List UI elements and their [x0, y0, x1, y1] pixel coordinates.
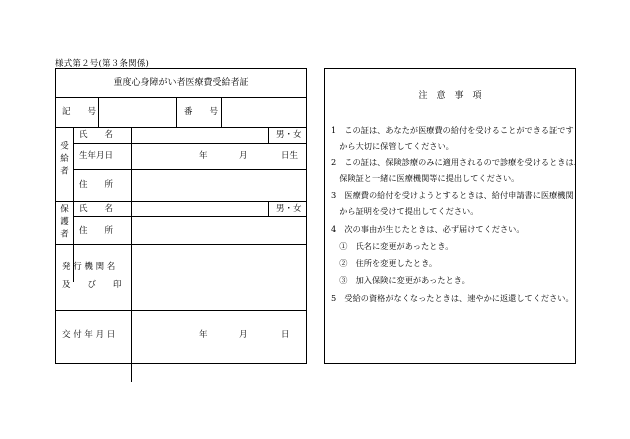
jukyusha-name-label: 氏 名: [79, 130, 114, 140]
divider: [56, 244, 306, 245]
note-line: 2 この証は、保険診療のみに適用されるので診療を受けるときは、: [331, 157, 582, 167]
note-line: 5 受給の資格がなくなったときは、速やかに返還してください。: [331, 293, 574, 303]
issuer-label-line1: 発 行 機 関 名: [62, 262, 116, 272]
note-line: ② 住所を変更したとき。: [331, 258, 438, 268]
divider: [98, 97, 99, 127]
notes-title: 注 意 事 項: [418, 91, 482, 101]
divider: [268, 201, 269, 216]
form-number-label: 様式第２号(第３条関係): [55, 59, 150, 69]
birthdate-label: 生年月日: [79, 151, 114, 161]
jukyusha-address-label: 住 所: [79, 180, 114, 190]
divider: [176, 97, 177, 127]
divider: [56, 97, 306, 98]
certificate-title: 重度心身障がい者医療費受給者証: [113, 78, 249, 88]
note-line: 3 医療費の給付を受けようとするときは、給付申請書に医療機関: [331, 190, 574, 200]
issue-year: 年: [199, 330, 208, 340]
note-line: 保険証と一緒に医療機関等に提出してください。: [331, 173, 520, 183]
birth-month: 月: [239, 151, 248, 161]
note-line: 1 この証は、あなたが医療費の給付を受けることができる証です: [331, 125, 574, 135]
issue-month: 月: [239, 330, 248, 340]
note-line: から証明を受けて提出してください。: [331, 206, 479, 216]
birth-year: 年: [199, 151, 208, 161]
divider: [73, 216, 306, 217]
jukyusha-label: 受給者: [58, 141, 69, 179]
divider: [268, 127, 269, 143]
hogosha-label: 保護者: [58, 204, 69, 242]
divider: [73, 169, 306, 170]
divider: [73, 143, 306, 144]
issue-date-label: 交 付 年 月 日: [62, 330, 116, 340]
bango-label: 番 号: [184, 107, 219, 117]
issuer-label-line2: 及 び 印: [62, 280, 122, 290]
divider: [221, 97, 222, 127]
issue-day: 日: [281, 330, 290, 340]
divider: [73, 127, 74, 282]
notes-card: [324, 68, 582, 364]
note-line: から大切に保管してください。: [331, 141, 454, 151]
jukyusha-sex: 男・女: [276, 130, 302, 140]
certificate-card: [55, 68, 307, 364]
divider: [131, 127, 132, 382]
hogosha-name-label: 氏 名: [79, 204, 114, 214]
hogosha-address-label: 住 所: [79, 226, 114, 236]
birth-day: 日生: [281, 151, 299, 161]
note-line: 4 次の事由が生じたときは、必ず届けてください。: [331, 224, 525, 234]
note-line: ① 氏名に変更があったとき。: [331, 241, 454, 251]
hogosha-sex: 男・女: [276, 204, 302, 214]
note-line: ③ 加入保険に変更があったとき。: [331, 275, 470, 285]
divider: [56, 310, 306, 311]
kigo-label: 記 号: [62, 107, 97, 117]
